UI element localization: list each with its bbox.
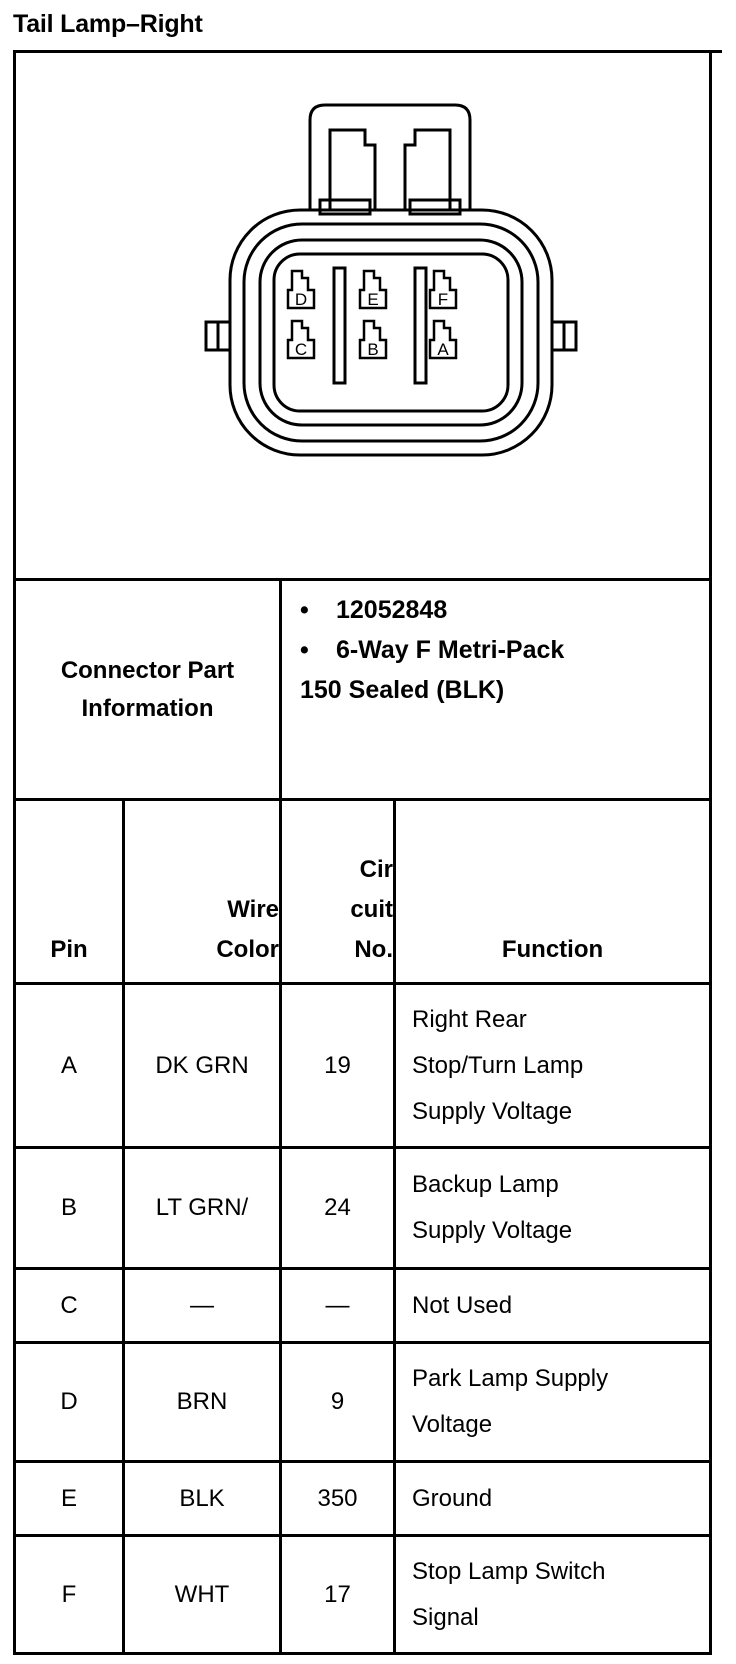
table-row-d-pin: D (60, 1388, 78, 1415)
header-pin (16, 801, 122, 982)
connector-description-line2: 150 Sealed (BLK) (300, 676, 505, 704)
page-title: Tail Lamp–Right (13, 10, 203, 38)
pin-label-b: B (367, 340, 379, 359)
table-row-a-function (396, 985, 709, 1146)
table-row-b-pin: B (60, 1194, 77, 1221)
table-row-c-function (396, 1270, 709, 1341)
header-function-text: Function (501, 936, 604, 963)
header-wire-color-line1: Wire (227, 896, 279, 923)
pin-label-f: F (437, 290, 449, 309)
table-row-e-circuit: 350 (317, 1484, 358, 1512)
function-line: Ground (412, 1484, 493, 1512)
pin-label-e: E (367, 290, 379, 309)
function-line: Backup Lamp (412, 1171, 559, 1198)
table-row-c-circuit: — (325, 1291, 350, 1319)
connector-diagram (180, 100, 580, 470)
header-circuit-no (282, 801, 393, 982)
function-line: Supply Voltage (412, 1097, 573, 1125)
table-row-a-wire: DK GRN (155, 1051, 249, 1079)
bullet: • (300, 596, 309, 624)
connector-info-label (16, 581, 279, 798)
table-row-a-pin: A (60, 1051, 77, 1079)
table-row-d-wire: BRN (176, 1388, 228, 1415)
function-line: Supply Voltage (412, 1217, 573, 1244)
header-circuit-line3: No. (354, 936, 393, 963)
connector-info-details (300, 590, 564, 710)
table-row-f-circuit: 17 (324, 1580, 351, 1608)
pin-label-c: C (294, 340, 308, 359)
function-line: Stop/Turn Lamp (412, 1051, 584, 1079)
pin-label-a: A (437, 340, 449, 359)
frame-bottom-border (13, 1652, 712, 1655)
table-row-c-pin: C (60, 1291, 78, 1319)
header-wire-color (125, 801, 279, 982)
bullet: • (300, 636, 309, 664)
table-row-f-wire: WHT (174, 1580, 230, 1608)
header-circuit-line1: Cir (359, 856, 393, 883)
part-number: 12052848 (336, 596, 448, 624)
function-line: Right Rear (412, 1005, 527, 1033)
table-row-b-circuit: 24 (324, 1194, 351, 1221)
connector-info-label-line1: Connector Part (60, 656, 235, 684)
table-row-d-function (396, 1344, 709, 1460)
function-line: Park Lamp Supply (412, 1365, 609, 1392)
table-row-e-pin: E (60, 1484, 77, 1512)
table-row-b-wire: LT GRN/ (155, 1194, 249, 1221)
function-line: Not Used (412, 1291, 513, 1319)
pin-label-d: D (294, 290, 308, 309)
table-row-c-wire: — (190, 1291, 214, 1319)
header-circuit-line2: cuit (350, 896, 393, 923)
table-row-d-circuit: 9 (330, 1388, 345, 1415)
table-row-e-function (396, 1463, 709, 1534)
function-line: Stop Lamp Switch (412, 1557, 606, 1585)
table-row-b-function (396, 1149, 709, 1267)
table-row-f-function (396, 1537, 709, 1652)
function-line: Voltage (412, 1411, 493, 1438)
connector-info-label-line2: Information (81, 694, 214, 722)
table-row-f-pin: F (61, 1580, 77, 1608)
table-row-e-wire: BLK (179, 1484, 225, 1512)
frame-right-border (709, 50, 712, 1655)
function-line: Signal (412, 1603, 479, 1631)
header-pin-text: Pin (50, 936, 88, 963)
connector-description-line1: 6-Way F Metri-Pack (336, 636, 565, 664)
header-function (396, 801, 709, 982)
table-row-a-circuit: 19 (324, 1051, 351, 1079)
header-wire-color-line2: Color (216, 936, 279, 963)
